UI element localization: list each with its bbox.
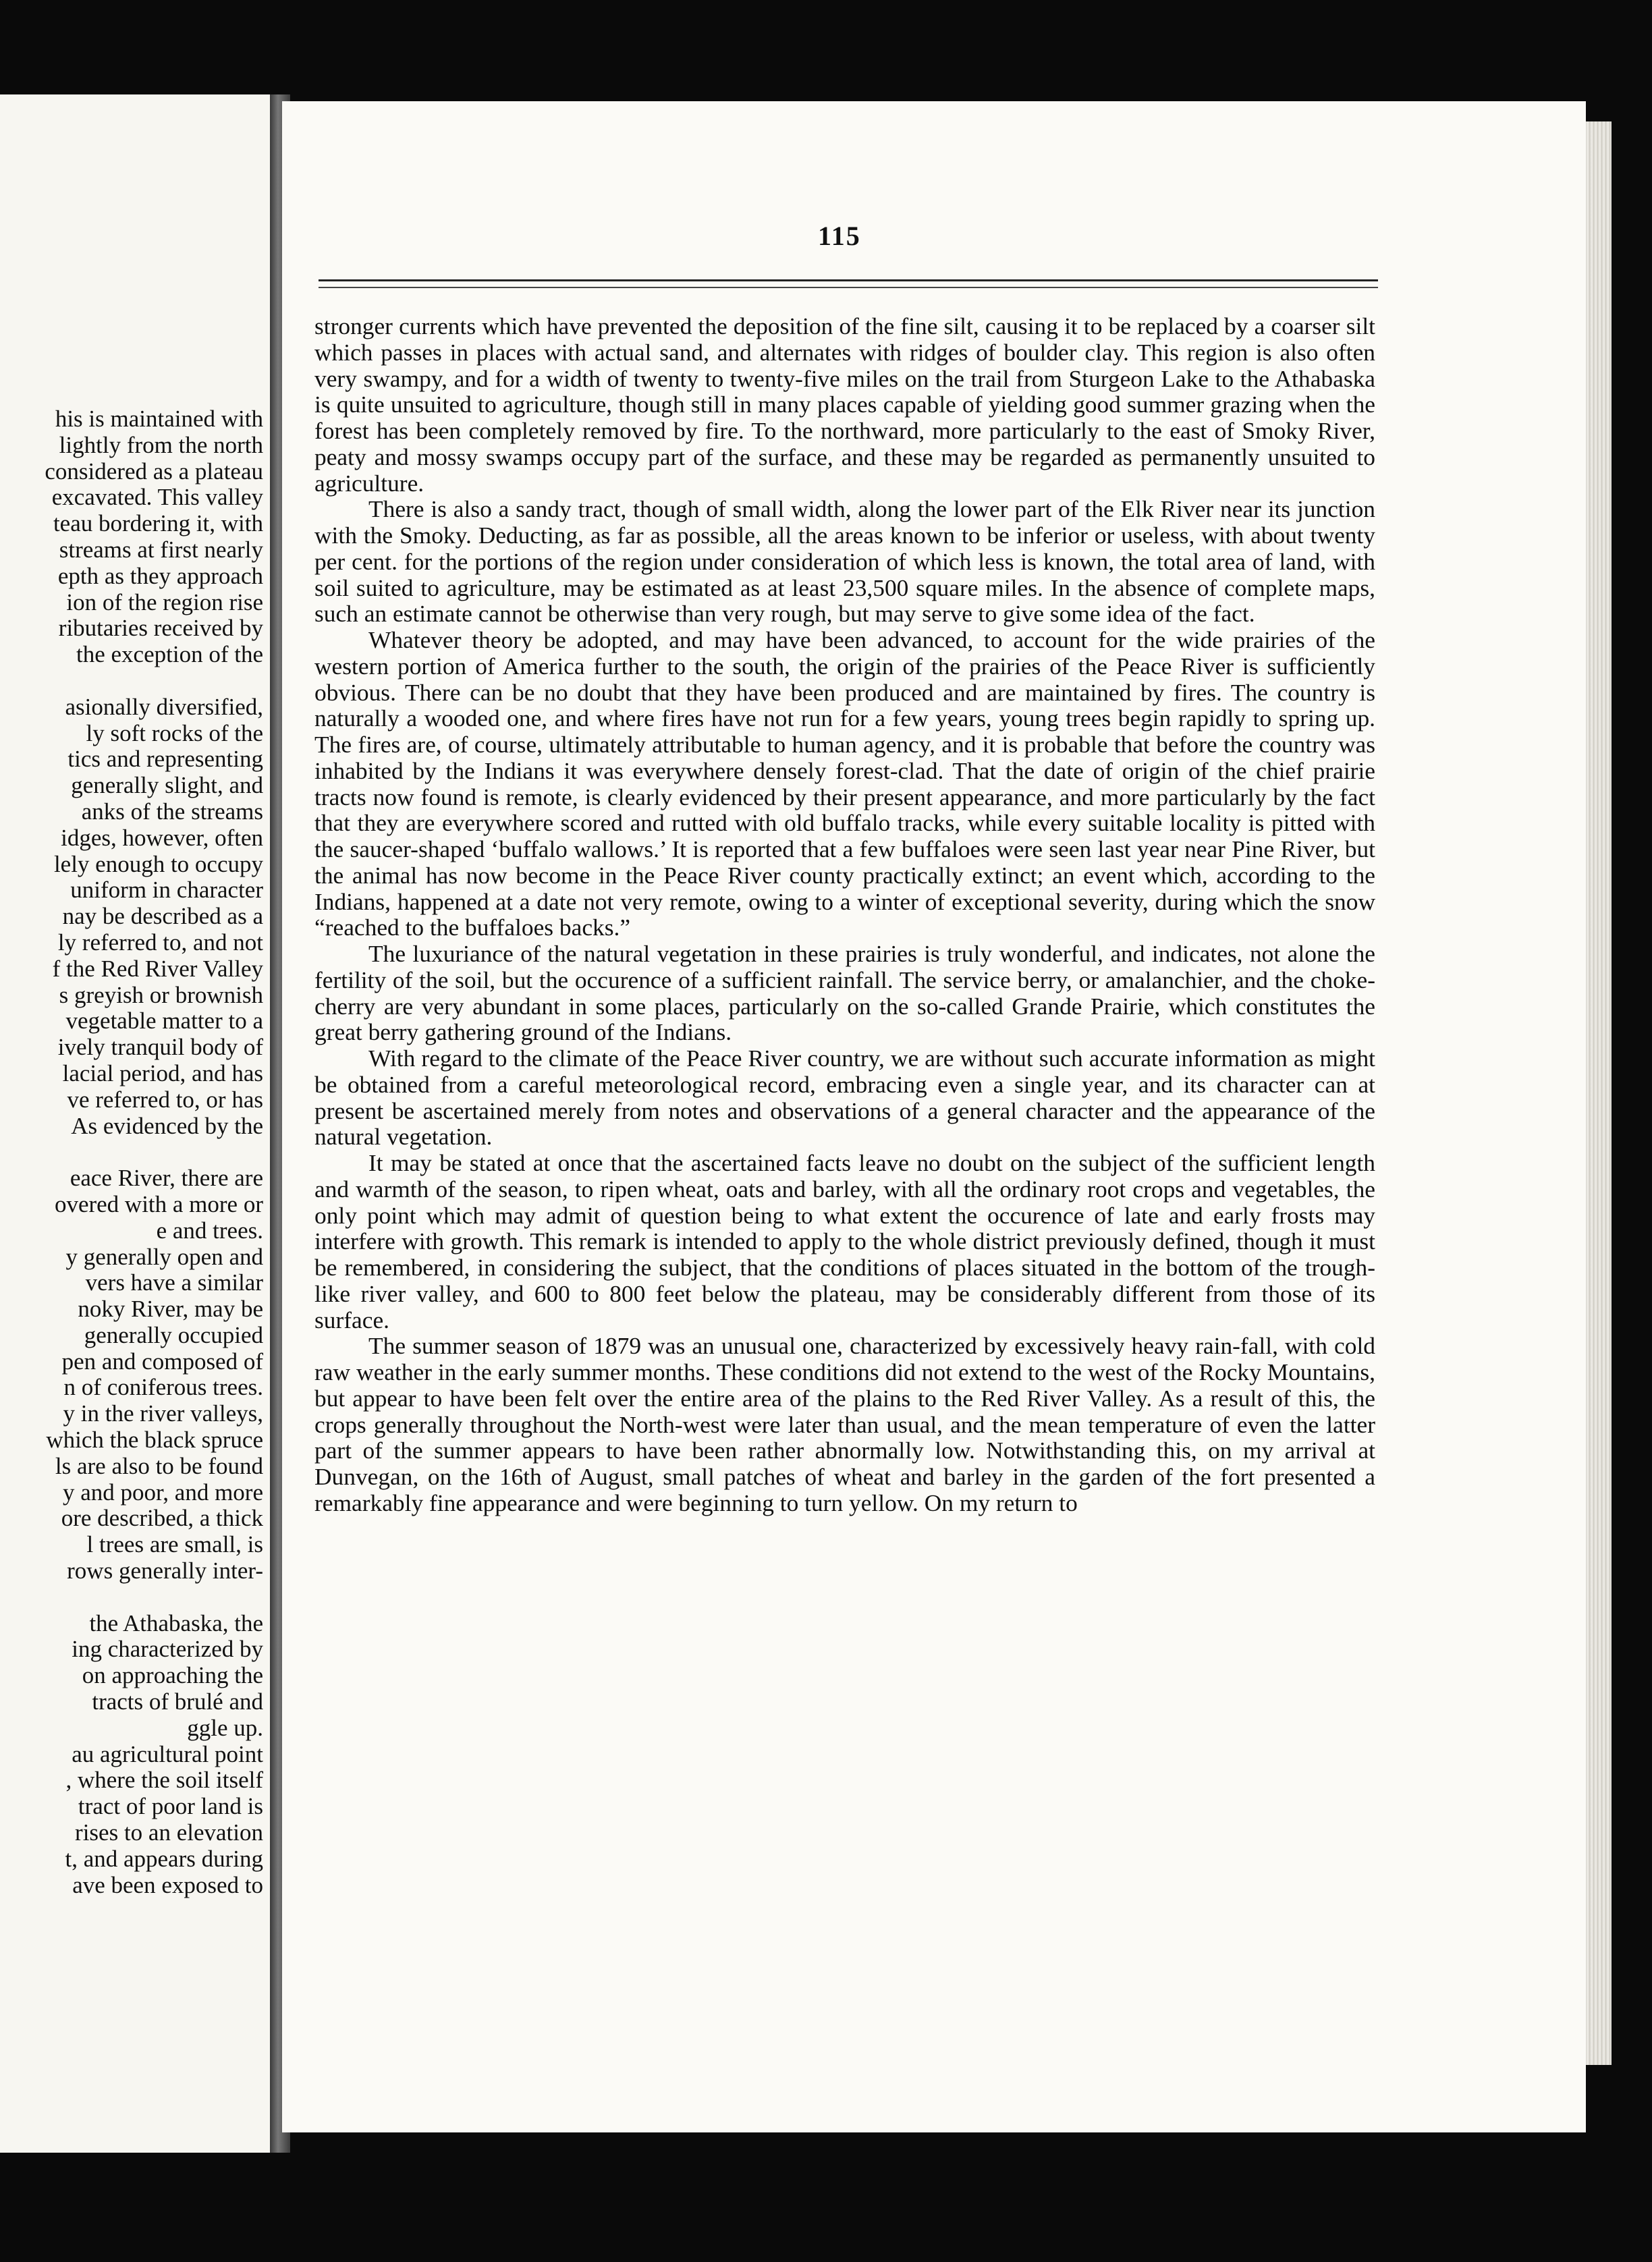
left-page-line: considered as a plateau [45,458,263,485]
left-page-line: on approaching the [82,1662,263,1689]
left-page-line: uniform in character [70,877,263,904]
left-page-line: s greyish or brownish [59,981,263,1008]
left-page-line [0,1584,263,1611]
body-text [314,313,1375,1516]
left-page-line: au agricultural point [72,1740,263,1767]
left-page-line: n of coniferous trees. [63,1374,263,1401]
left-page-line: the exception of the [76,641,263,668]
page-edge [1586,121,1612,2065]
left-page-line: lely enough to occupy [53,850,263,877]
left-page-line: ributaries received by [58,615,263,642]
left-page-line: anks of the streams [81,798,263,825]
left-page-line: idges, however, often [61,824,263,851]
left-page-line: streams at first nearly [59,536,263,563]
left-page-line: rises to an elevation [75,1819,263,1846]
left-page-line [0,1139,263,1165]
left-page-line: As evidenced by the [71,1112,263,1139]
left-page-line: his is maintained with [55,406,263,432]
paragraph: The summer season of 1879 was an unusual one, characterized by excessively heavy rain-fall, with cold raw weather in the early summer months. These conditions did not extend to the west of the Rocky Mountains, but appear to have been felt over the entire area of the plains to the Red River Valley. As a result of this, the crops generally throughout the North-west were later than usual, and the mean temperature of even the latter part of the summer appears to have been rather abnormally low. Notwithstanding this, on my arrival at Dunvegan, on the 16th of August, small patches of wheat and barley in the garden of the fort presented a remarkably fine appearance and were beginning to turn yellow. On my return to [314,1332,1375,1516]
left-page-line: ly referred to, and not [57,929,263,956]
left-page-line: which the black spruce [46,1427,263,1454]
header-rule [319,279,1378,288]
left-page-line: lightly from the north [59,431,263,458]
left-page-line: y generally open and [65,1243,263,1270]
left-page-line: tics and representing [67,746,263,773]
paragraph: It may be stated at once that the ascertained facts leave no doubt on the subject of the sufficient length and warmth of the season, to ripen wheat, oats and barley, with all the ordinary root crops and vegetables, the only point which may admit of question being to what extent the occurence of late and early frosts may interfere with growth. This remark is intended to apply to the whole district previously defined, though it must be remembered, in considering the subject, that the conditions of places situated in the bottom of the trough-like river valley, and 600 to 800 feet below the plateau, may be considerably different from those of its surface. [314,1149,1375,1333]
left-page-line: f the Red River Valley [52,955,263,982]
left-page-line: y and poor, and more [63,1479,263,1506]
left-page-line: ly soft rocks of the [86,719,263,746]
left-page-line: nay be described as a [62,903,263,930]
left-page-line: ore described, a thick [61,1505,263,1532]
paragraph: With regard to the climate of the Peace River country, we are without such accurate information as might be obtained from a careful meteorological record, embracing even a single year, and its character can at present be ascertained merely from notes and observations of a general character and the appearance of the natural vegetation. [314,1045,1375,1151]
left-page-line: noky River, may be [78,1296,263,1323]
left-page-line: ively tranquil body of [57,1034,263,1061]
left-page-line: generally slight, and [71,772,263,799]
paragraph: There is also a sandy tract, though of small width, along the lower part of the Elk River near its junction with the Smoky. Deducting, as far as possible, all the areas known to be inferior or useless, with about twenty per cent. for the portions of the region under consideration of which less is known, the total area of land, with soil suited to agriculture, may be estimated as at least 23,500 square miles. In the absence of complete maps, such an estimate cannot be otherwise than very rough, but may serve to give some idea of the fact. [314,495,1375,628]
left-page-line: l trees are small, is [86,1531,263,1558]
left-page-text [0,406,263,1898]
left-page-line: teau bordering it, with [53,510,263,537]
left-page-line: generally occupied [84,1321,263,1348]
left-page-line: tracts of brulé and [92,1688,263,1715]
left-page-line: eace River, there are [70,1165,263,1192]
left-page-line: ing characterized by [72,1636,263,1663]
left-page-line: ion of the region rise [66,588,263,615]
left-page-line: rows generally inter- [67,1557,263,1584]
left-page-line: y in the river valleys, [63,1400,263,1427]
left-page-line: t, and appears during [65,1845,263,1872]
left-page-line: tract of poor land is [78,1793,263,1820]
left-page-line: epth as they approach [57,562,263,589]
left-page-line [0,668,263,694]
left-page-line: ls are also to be found [55,1452,263,1479]
left-page-line: pen and composed of [61,1348,263,1375]
left-page-line: , where the soil itself [65,1767,263,1794]
left-page-line: asionally diversified, [65,693,263,720]
left-page-line: ggle up. [187,1714,263,1741]
page-number: 115 [818,221,861,251]
paragraph: Whatever theory be adopted, and may have been advanced, to account for the wide prairies of the western portion of America further to the south, the origin of the prairies of the Peace River is sufficiently obvious. There can be no doubt that they have been produced and are maintained by fires. The country is naturally a wooded one, and where fires have not run for a few years, young trees begin rapidly to spring up. The fires are, of course, ultimately attributable to human agency, and it is probable that before the country was inhabited by the Indians it was everywhere densely forest-clad. That the date of origin of the chief prairie tracts now found is remote, is clearly evidenced by their present appearance, and more particularly by the fact that they are everywhere scored and rutted with old buffalo tracks, while every suitable locality is pitted with the saucer-shaped ‘buffalo wallows.’ It is reported that a few buffaloes were seen last year near Pine River, but the animal has now become in the Peace River county practically extinct; an event which, according to the Indians, happened at a date not very remote, owing to a winter of exceptional severity, during which the snow “reached to the buffaloes backs.” [314,626,1375,941]
left-page-line: excavated. This valley [51,484,263,511]
left-page-line: vegetable matter to a [65,1008,263,1035]
left-page-line: e and trees. [156,1217,263,1244]
paragraph: stronger currents which have prevented the deposition of the fine silt, causing it to be replaced by a coarser silt which passes in places with actual sand, and alternates with ridges of boulder clay. This region is also often very swampy, and for a width of twenty to twenty-five miles on the trail from Sturgeon Lake to the Athabaska is quite unsuited to agriculture, though still in many places capable of yielding good summer grazing when the forest has been completely removed by fire. To the northward, more particularly to the east of Smoky River, peaty and mossy swamps occupy part of the surface, and these may be regarded as permanently unsuited to agriculture. [314,312,1375,497]
left-page-line: ve referred to, or has [67,1086,263,1113]
left-page-line: lacial period, and has [62,1059,263,1086]
left-page [0,94,270,2153]
left-page-line: the Athabaska, the [89,1609,263,1636]
paragraph: The luxuriance of the natural vegetation in these prairies is truly wonderful, and indicates, not alone the fertility of the soil, but the occurence of a sufficient rainfall. The service berry, or amalanchier, and the choke-cherry are very abundant in some places, particularly on the so-called Grande Prairie, which constitutes the great berry gathering ground of the Indians. [314,940,1375,1046]
left-page-line: vers have a similar [85,1269,263,1296]
left-page-line: ave been exposed to [72,1871,263,1898]
left-page-line: overed with a more or [54,1190,263,1217]
